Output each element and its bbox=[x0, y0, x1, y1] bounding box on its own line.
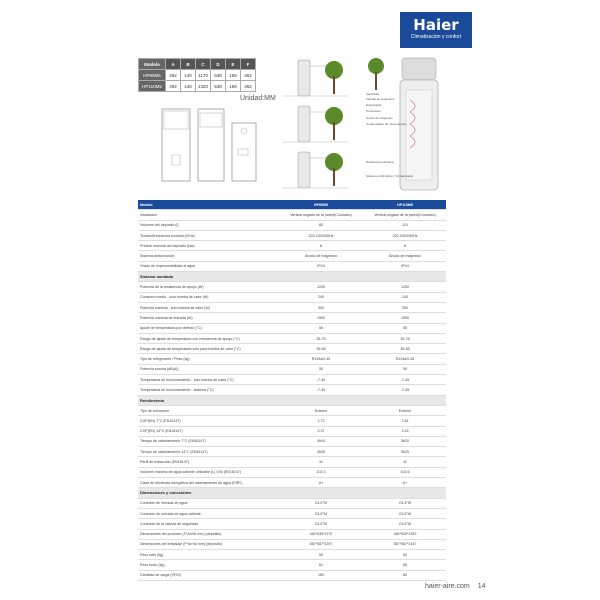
spec-label: Conexión de entrada de agua bbox=[140, 501, 188, 506]
spec-label: Peso bruto (kg) bbox=[140, 563, 165, 568]
spec-row bbox=[138, 509, 446, 519]
spec-header-row bbox=[138, 200, 446, 210]
spec-label: COP(EN) 14°C (EN16147) bbox=[140, 429, 183, 434]
scene-2 bbox=[282, 106, 348, 142]
spec-value-hp110: 35-65 bbox=[400, 346, 410, 351]
spec-value-hp80: -7-45 bbox=[316, 377, 326, 382]
spec-row bbox=[138, 447, 446, 457]
spec-row bbox=[138, 241, 446, 251]
spec-value-hp110: 3.15 bbox=[401, 429, 409, 434]
spec-value-hp110: 350 bbox=[402, 305, 408, 310]
spec-label: Sistema anticorrosión bbox=[140, 254, 175, 259]
spec-value-hp80: G1/2"M bbox=[314, 521, 328, 526]
spec-row bbox=[138, 231, 446, 241]
page-number: 14 bbox=[477, 583, 486, 590]
dim-row2-a: 492 bbox=[166, 81, 181, 92]
spec-row bbox=[138, 293, 446, 303]
spec-label: Rendimiento bbox=[140, 397, 165, 403]
spec-value-hp80: 1200 bbox=[317, 285, 325, 290]
spec-value-hp80: 240 bbox=[318, 295, 324, 300]
spec-value-hp80: M bbox=[319, 460, 323, 465]
spec-value-hp80: Exterior bbox=[314, 408, 328, 413]
spec-value-hp110: 587*587*1447 bbox=[393, 542, 417, 547]
technical-drawing bbox=[160, 105, 270, 185]
spec-value-hp110: 55 bbox=[403, 326, 407, 331]
spec-row bbox=[138, 251, 446, 261]
spec-section-row bbox=[138, 272, 446, 282]
spec-value-hp80: Ánodo de magnesio bbox=[305, 254, 337, 259]
dim-header-b: B bbox=[181, 59, 196, 70]
spec-label: Tipo de refrigerante / Peso (kg) bbox=[140, 357, 190, 362]
spec-label: Perfil de extracción (EN16147) bbox=[140, 460, 189, 465]
spec-row bbox=[138, 468, 446, 478]
spec-value-hp80: 80 bbox=[319, 223, 323, 228]
spec-label: Rango de ajuste de temperatura solo para bomba de calor (°C) bbox=[140, 346, 241, 351]
dim-row1-c: 1170 bbox=[196, 70, 211, 81]
spec-value-hp110: G1/2"M bbox=[398, 511, 412, 516]
spec-row bbox=[138, 499, 446, 509]
spec-row bbox=[138, 365, 446, 375]
spec-value-hp80: 2.72 bbox=[317, 418, 325, 423]
spec-value-hp110: 50 bbox=[403, 367, 407, 372]
specification-table bbox=[138, 200, 446, 581]
dim-row2-e: 159 bbox=[226, 81, 241, 92]
spec-label: Potencia máxima de entrada (W) bbox=[140, 315, 193, 320]
spec-row bbox=[138, 571, 446, 581]
callout-8: Sistema multi-hélice / Condensador bbox=[366, 174, 414, 178]
page-footer bbox=[425, 583, 486, 590]
spec-value-hp110: 1200 bbox=[401, 285, 409, 290]
spec-row bbox=[138, 313, 446, 323]
spec-row bbox=[138, 375, 446, 385]
spec-value-hp80: 50 bbox=[319, 367, 323, 372]
spec-value-hp110: 482*539*1320 bbox=[393, 532, 417, 537]
spec-value-hp110: 240 bbox=[402, 295, 408, 300]
spec-row bbox=[138, 519, 446, 529]
spec-value-hp80: 59 bbox=[319, 552, 323, 557]
spec-value-hp110: IPX4 bbox=[401, 264, 409, 269]
spec-value-hp110: -7-45 bbox=[400, 377, 410, 382]
spec-label: Cantidad de carga (ORG) bbox=[140, 573, 181, 578]
spec-label: Grado de impermeabilidad al agua bbox=[140, 264, 196, 269]
spec-label: Peso neto (kg) bbox=[140, 552, 164, 557]
dim-row1-a: 492 bbox=[166, 70, 181, 81]
spec-row bbox=[138, 221, 446, 231]
spec-value-hp80: IPX4 bbox=[317, 264, 325, 269]
dim-header-e: E bbox=[226, 59, 241, 70]
scene-1 bbox=[282, 60, 348, 96]
dim-row1-b: 140 bbox=[181, 70, 196, 81]
spec-row bbox=[138, 540, 446, 550]
spec-label: Potencia sonora (dB(A)) bbox=[140, 367, 179, 372]
dim-header-a: A bbox=[166, 59, 181, 70]
spec-value-hp110: 35-75 bbox=[400, 336, 410, 341]
dim-row1-model: HP80M5 bbox=[139, 70, 166, 81]
spec-row bbox=[138, 385, 446, 395]
callout-1: Ventilador bbox=[366, 92, 380, 96]
spec-value-hp80: 587*587*1297 bbox=[309, 542, 333, 547]
spec-value-hp80: -7-45 bbox=[316, 387, 326, 392]
spec-label: Conexión de entrada de agua caliente bbox=[140, 511, 201, 516]
spec-row bbox=[138, 530, 446, 540]
callout-3: Evaporador bbox=[366, 103, 382, 107]
spec-value-hp110: A+ bbox=[402, 480, 408, 485]
spec-label: Temperatura de funcionamiento - solo bomba de calor (°C) bbox=[140, 377, 234, 382]
callout-7: Resistencia eléctrica bbox=[366, 160, 394, 164]
dimension-table bbox=[138, 58, 256, 92]
dim-header-f: F bbox=[241, 59, 256, 70]
spec-value-hp80: G1/2"M bbox=[314, 501, 328, 506]
spec-row bbox=[138, 303, 446, 313]
callout-5: Ánodo de magnesio bbox=[366, 116, 393, 120]
spec-label: Conexión de la válvula de seguridad bbox=[140, 521, 198, 526]
spec-row bbox=[138, 324, 446, 334]
spec-value-hp110: -7-45 bbox=[400, 387, 410, 392]
spec-value-hp110: 102.6 bbox=[400, 470, 410, 475]
dim-row2-model: HP110M5 bbox=[139, 81, 166, 92]
spec-label: Tipo de extracción bbox=[140, 408, 170, 413]
spec-row bbox=[138, 210, 446, 220]
callout-4: Compresor bbox=[366, 109, 381, 113]
logo-brand: Haier bbox=[413, 16, 459, 34]
spec-value-hp80: A+ bbox=[318, 480, 324, 485]
spec-value-hp110: 80 bbox=[403, 573, 407, 578]
spec-value-hp80: 1550 bbox=[317, 315, 325, 320]
spec-section-row bbox=[138, 488, 446, 498]
spec-header-model: Modelo bbox=[140, 202, 153, 207]
spec-row bbox=[138, 478, 446, 488]
spec-value-hp80: 220-240V/50Hz bbox=[308, 233, 334, 238]
spec-value-hp110: R134a/0.45 bbox=[395, 357, 415, 362]
spec-label: Potencia máxima - solo bomba de calor (W) bbox=[140, 305, 210, 310]
spec-value-hp80: Vertical,ongado de la pared(Conducto) bbox=[290, 212, 352, 217]
haier-logo bbox=[400, 12, 472, 48]
callout-6: Condensador de microcanales bbox=[366, 122, 407, 126]
spec-label: Dimensiones y conexiones bbox=[140, 490, 192, 496]
spec-value-hp110: G1/2"M bbox=[398, 521, 412, 526]
dim-header-c: C bbox=[196, 59, 211, 70]
spec-value-hp80: 3.37 bbox=[317, 429, 325, 434]
spec-label: Volumen máximo de agua caliente utilizable (L) V40 (EN16147) bbox=[140, 470, 242, 475]
spec-label: Rango de ajuste de temperatura con resistencia de apoyo (°C) bbox=[140, 336, 240, 341]
spec-label: Tensión/frecuencia nominal (V/Hz) bbox=[140, 233, 195, 238]
spec-value-hp80: 8 bbox=[320, 243, 322, 248]
dim-row2-c: 1320 bbox=[196, 81, 211, 92]
dim-row2-d: 538 bbox=[211, 81, 226, 92]
spec-label: Potencia de la resistencia de apoyo (W) bbox=[140, 285, 204, 290]
spec-label: Volumen del depósito (l) bbox=[140, 223, 179, 228]
spec-row bbox=[138, 354, 446, 364]
spec-label: Ajuste de temperatura por defecto (°C) bbox=[140, 326, 202, 331]
spec-value-hp110: 64 bbox=[403, 552, 407, 557]
spec-value-hp80: 55 bbox=[319, 326, 323, 331]
dim-row1-f: 362 bbox=[241, 70, 256, 81]
spec-value-hp110: 110 bbox=[402, 223, 408, 228]
spec-value-hp110: Vertical,ongado de la pared(Conducto) bbox=[374, 212, 436, 217]
installation-illustrations bbox=[280, 56, 350, 196]
dim-row2-b: 140 bbox=[181, 81, 196, 92]
dim-row1-d: 538 bbox=[211, 70, 226, 81]
spec-row bbox=[138, 550, 446, 560]
spec-label: Instalación bbox=[140, 212, 158, 217]
spec-value-hp80: 35-65 bbox=[316, 346, 326, 351]
spec-label: Presión nominal del depósito (bar) bbox=[140, 243, 195, 248]
logo-tagline: Climatización y confort bbox=[410, 34, 462, 40]
spec-header-hp80: HP80M5 bbox=[314, 202, 328, 207]
spec-row bbox=[138, 282, 446, 292]
spec-row bbox=[138, 427, 446, 437]
spec-row bbox=[138, 457, 446, 467]
spec-value-hp110: M bbox=[403, 460, 407, 465]
spec-value-hp110: 8 bbox=[404, 243, 406, 248]
spec-header-hp110: HP110M5 bbox=[397, 202, 413, 207]
spec-value-hp80: 4h05 bbox=[317, 449, 325, 454]
spec-label: Temperatura de funcionamiento - sistema (°C) bbox=[140, 387, 214, 392]
spec-value-hp110: 5h25 bbox=[401, 449, 409, 454]
spec-row bbox=[138, 334, 446, 344]
spec-label: Sistema montado bbox=[140, 274, 174, 280]
spec-value-hp110: 220-240V/50Hz bbox=[392, 233, 418, 238]
spec-row bbox=[138, 406, 446, 416]
spec-label: Dimensiones del producto (F*An*Al mm) (depósito) bbox=[140, 532, 222, 537]
spec-label: Tiempo de calentamiento 14°C (EN16147) bbox=[140, 449, 208, 454]
spec-value-hp80: 102.3 bbox=[316, 470, 326, 475]
spec-value-hp80: 61 bbox=[319, 563, 323, 568]
spec-value-hp110: 1550 bbox=[401, 315, 409, 320]
spec-row bbox=[138, 416, 446, 426]
spec-value-hp80: R134a/0.45 bbox=[311, 357, 331, 362]
spec-label: Clase de eficiencia energética del calentamiento de agua (ERP) bbox=[140, 480, 242, 485]
spec-label: Dimensiones del embalaje (F*An*Al mm) (depósito) bbox=[140, 542, 223, 547]
spec-value-hp110: 5h20 bbox=[401, 439, 409, 444]
spec-section-row bbox=[138, 396, 446, 406]
spec-value-hp80: 160 bbox=[318, 573, 324, 578]
spec-label: Consumo medio - solo bomba de calor (W) bbox=[140, 295, 209, 300]
spec-value-hp110: Ánodo de magnesio bbox=[389, 254, 421, 259]
dim-row1-e: 159 bbox=[226, 70, 241, 81]
spec-value-hp80: 4h04 bbox=[317, 439, 325, 444]
dim-header-model: Modelo bbox=[139, 59, 166, 70]
spec-value-hp80: G1/2"M bbox=[314, 511, 328, 516]
spec-row bbox=[138, 262, 446, 272]
footer-site: haier-aire.com bbox=[425, 583, 470, 590]
callout-2: Válvula de expansión bbox=[366, 97, 395, 101]
spec-row bbox=[138, 344, 446, 354]
spec-value-hp110: 66 bbox=[403, 563, 407, 568]
spec-value-hp80: 482*539*1170 bbox=[309, 532, 333, 537]
spec-value-hp110: Exterior bbox=[398, 408, 412, 413]
spec-value-hp110: G1/2"M bbox=[398, 501, 412, 506]
scene-3 bbox=[282, 152, 348, 188]
spec-row bbox=[138, 560, 446, 570]
spec-row bbox=[138, 437, 446, 447]
dim-row2-f: 362 bbox=[241, 81, 256, 92]
spec-value-hp80: 35-75 bbox=[316, 336, 326, 341]
spec-value-hp80: 350 bbox=[318, 305, 324, 310]
unit-label: Unidad:MM bbox=[240, 95, 276, 102]
spec-label: COP(EN) 7°C (EN16147) bbox=[140, 418, 181, 423]
dim-header-d: D bbox=[211, 59, 226, 70]
spec-value-hp110: 2.64 bbox=[401, 418, 409, 423]
spec-label: Tiempo de calentamiento 7°C (EN16147) bbox=[140, 439, 206, 444]
